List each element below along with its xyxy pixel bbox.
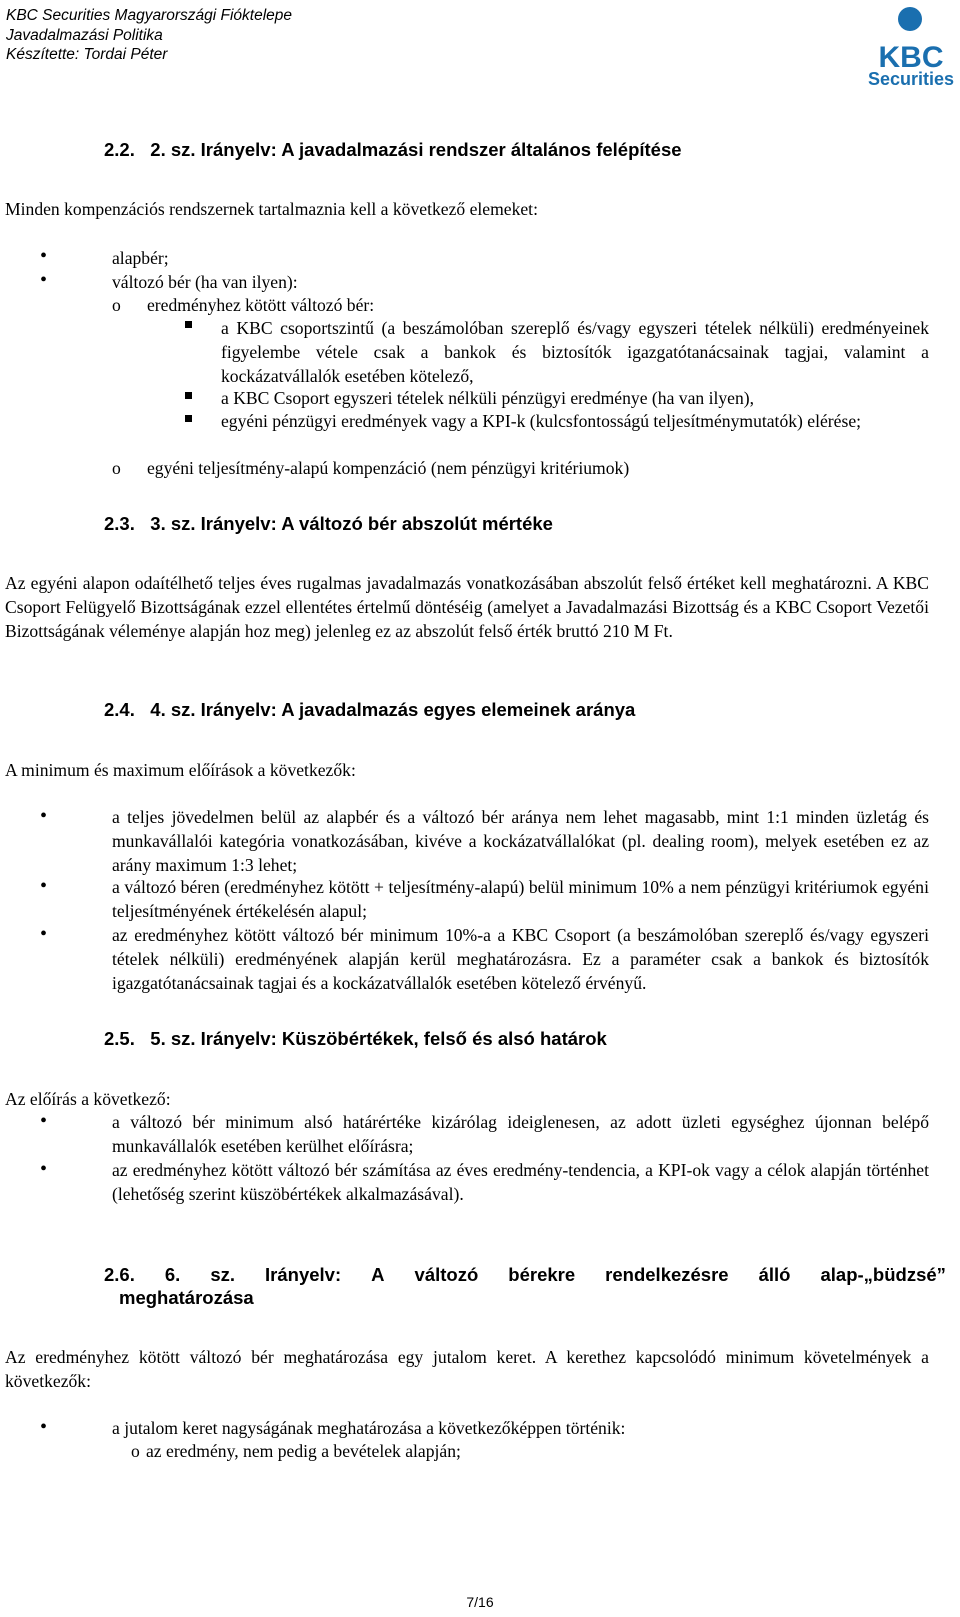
- square-bullet-icon: [185, 321, 192, 328]
- header-author: Készítette: Tordai Péter: [6, 46, 168, 63]
- section-2-6-paragraph: Az eredményhez kötött változó bér meghatározása egy jutalom keret. A kerethez kapcsolódó minimum követelmények a következők:: [5, 1347, 929, 1391]
- header-company: KBC Securities Magyarországi Fióktelepe: [6, 7, 293, 24]
- heading-word: rendelkezésre: [605, 1264, 729, 1285]
- heading-word: alap-„büdzsé”: [820, 1264, 946, 1285]
- list-item-szamitas: az eredményhez kötött változó bér számítása az éves eredmény-tendencia, a KPI-ok vagy a célok alapján történhet (lehetőség szerint küszöbértékek alkalmazásával).: [112, 1160, 929, 1204]
- list-item-arany: a teljes jövedelmen belül az alapbér és a változó bér aránya nem lehet magasabb, mint 1:1 minden üzletág és munkavállalói kategória vonatkozásában, kivéve a kockázatvállalókat (pl. dealing room), melyek esetében ez az arány maximum 1:3 lehet;: [112, 807, 929, 875]
- circle-bullet-icon: o: [112, 458, 121, 478]
- list-item-egyeni-teljesitmeny: egyéni teljesítmény-alapú kompenzáció (nem pénzügyi kritériumok): [147, 458, 630, 478]
- section-2-3-paragraph: Az egyéni alapon odaítélhető teljes éves rugalmas javadalmazás vonatkozásában abszolút felső értéket kell meghatározni. A KBC Csoport Felügyelő Bizottságának ezzel ellentétes értelmű döntéséig (amelyet a Javadalmazási Bizottság és a KBC Csoport Vezetői Bizottságának véleménye alapján hoz meg) jelenleg ez az abszolút felső érték bruttó 210 M Ft.: [5, 573, 929, 641]
- bullet-icon: •: [40, 1416, 48, 1438]
- square-bullet-icon: [185, 392, 192, 399]
- section-2-6-heading-line2: meghatározása: [119, 1287, 254, 1308]
- list-item-kbc-eredmeny: az eredményhez kötött változó bér minimum 10%-a a KBC Csoport (a beszámolóban szereplő és/vagy egyszeri tételek nélküli) eredményének alapján kerül meghatározásra. Ez a paraméter csak a bankok és biztosítók igazgatótanácsainak tagjai és a kockázatvállalók esetében kötelező érvényű.: [112, 925, 929, 993]
- square-bullet-icon: [185, 415, 192, 422]
- section-2-5-intro: Az előírás a következő:: [5, 1089, 171, 1109]
- heading-word: Irányelv:: [265, 1264, 342, 1285]
- list-item-csoportszintu: a KBC csoportszintű (a beszámolóban szereplő és/vagy egyszeri tételek nélküli) eredményeinek figyelembe vétele csak a bankok és biztosítók igazgatótanácsainak tagjai, valamint a kockázatvállalók esetében kötelező,: [221, 318, 929, 386]
- bullet-icon: •: [40, 805, 48, 827]
- list-item-kbc-csoport: a KBC Csoport egyszeri tételek nélküli pénzügyi eredménye (ha van ilyen),: [221, 388, 755, 408]
- list-item-egyeni-penzugyi: egyéni pénzügyi eredmények vagy a KPI-k (kulcsfontosságú teljesítménymutatók) elérése;: [221, 411, 862, 431]
- section-2-4-heading: 2.4. 4. sz. Irányelv: A javadalmazás egyes elemeinek aránya: [104, 699, 636, 720]
- heading-word: változó: [414, 1264, 479, 1285]
- logo-securities-text: Securities: [867, 69, 955, 89]
- logo-kbc-text: KBC: [878, 41, 944, 74]
- circle-bullet-icon: o: [131, 1441, 140, 1461]
- bullet-icon: •: [40, 269, 48, 291]
- section-2-6-heading: [104, 1263, 946, 1287]
- bullet-icon: •: [40, 923, 48, 945]
- circle-bullet-icon: o: [112, 295, 121, 315]
- kbc-securities-logo: [866, 3, 956, 91]
- list-item-valtozo-ber: változó bér (ha van ilyen):: [112, 272, 298, 292]
- list-item-minimum-10: a változó béren (eredményhez kötött + teljesítmény-alapú) belül minimum 10% a nem pénzügyi kritériumok egyéni teljesítményének értékelésén alapul;: [112, 877, 929, 921]
- list-item-eredmeny-alapjan: az eredmény, nem pedig a bevételek alapján;: [146, 1441, 461, 1461]
- bullet-icon: •: [40, 875, 48, 897]
- heading-word: 6.: [164, 1264, 181, 1285]
- list-item-jutalom-keret: a jutalom keret nagyságának meghatározása a következőképpen történik:: [112, 1418, 626, 1438]
- section-2-3-heading: 2.3. 3. sz. Irányelv: A változó bér abszolút mértéke: [104, 513, 553, 534]
- section-2-2-heading: 2.2. 2. sz. Irányelv: A javadalmazási rendszer általános felépítése: [104, 139, 682, 160]
- heading-word: sz.: [210, 1264, 236, 1285]
- heading-word: álló: [758, 1264, 791, 1285]
- section-2-2-intro: Minden kompenzációs rendszernek tartalmaznia kell a következő elemeket:: [5, 199, 538, 219]
- header-document: Javadalmazási Politika: [6, 26, 163, 44]
- list-item-eredmenyhez: eredményhez kötött változó bér:: [147, 295, 375, 315]
- list-item-alapber: alapbér;: [112, 248, 169, 268]
- heading-word: 2.6.: [104, 1264, 135, 1285]
- bullet-icon: •: [40, 1158, 48, 1180]
- list-item-also-hatar: a változó bér minimum alsó határértéke kizárólag ideiglenesen, az adott üzleti egységhez újonnan belépő munkavállalók esetében kerülhet előírásra;: [112, 1112, 929, 1156]
- page-header: [6, 6, 292, 65]
- page-number: 7/16: [466, 1594, 494, 1610]
- logo-circle: [898, 7, 922, 31]
- heading-word: A: [371, 1264, 385, 1285]
- heading-word: bérekre: [508, 1264, 576, 1285]
- bullet-icon: •: [40, 1110, 48, 1132]
- section-2-5-heading: 2.5. 5. sz. Irányelv: Küszöbértékek, felső és alsó határok: [104, 1028, 607, 1049]
- section-2-4-intro: A minimum és maximum előírások a következők:: [5, 760, 356, 780]
- bullet-icon: •: [40, 245, 48, 267]
